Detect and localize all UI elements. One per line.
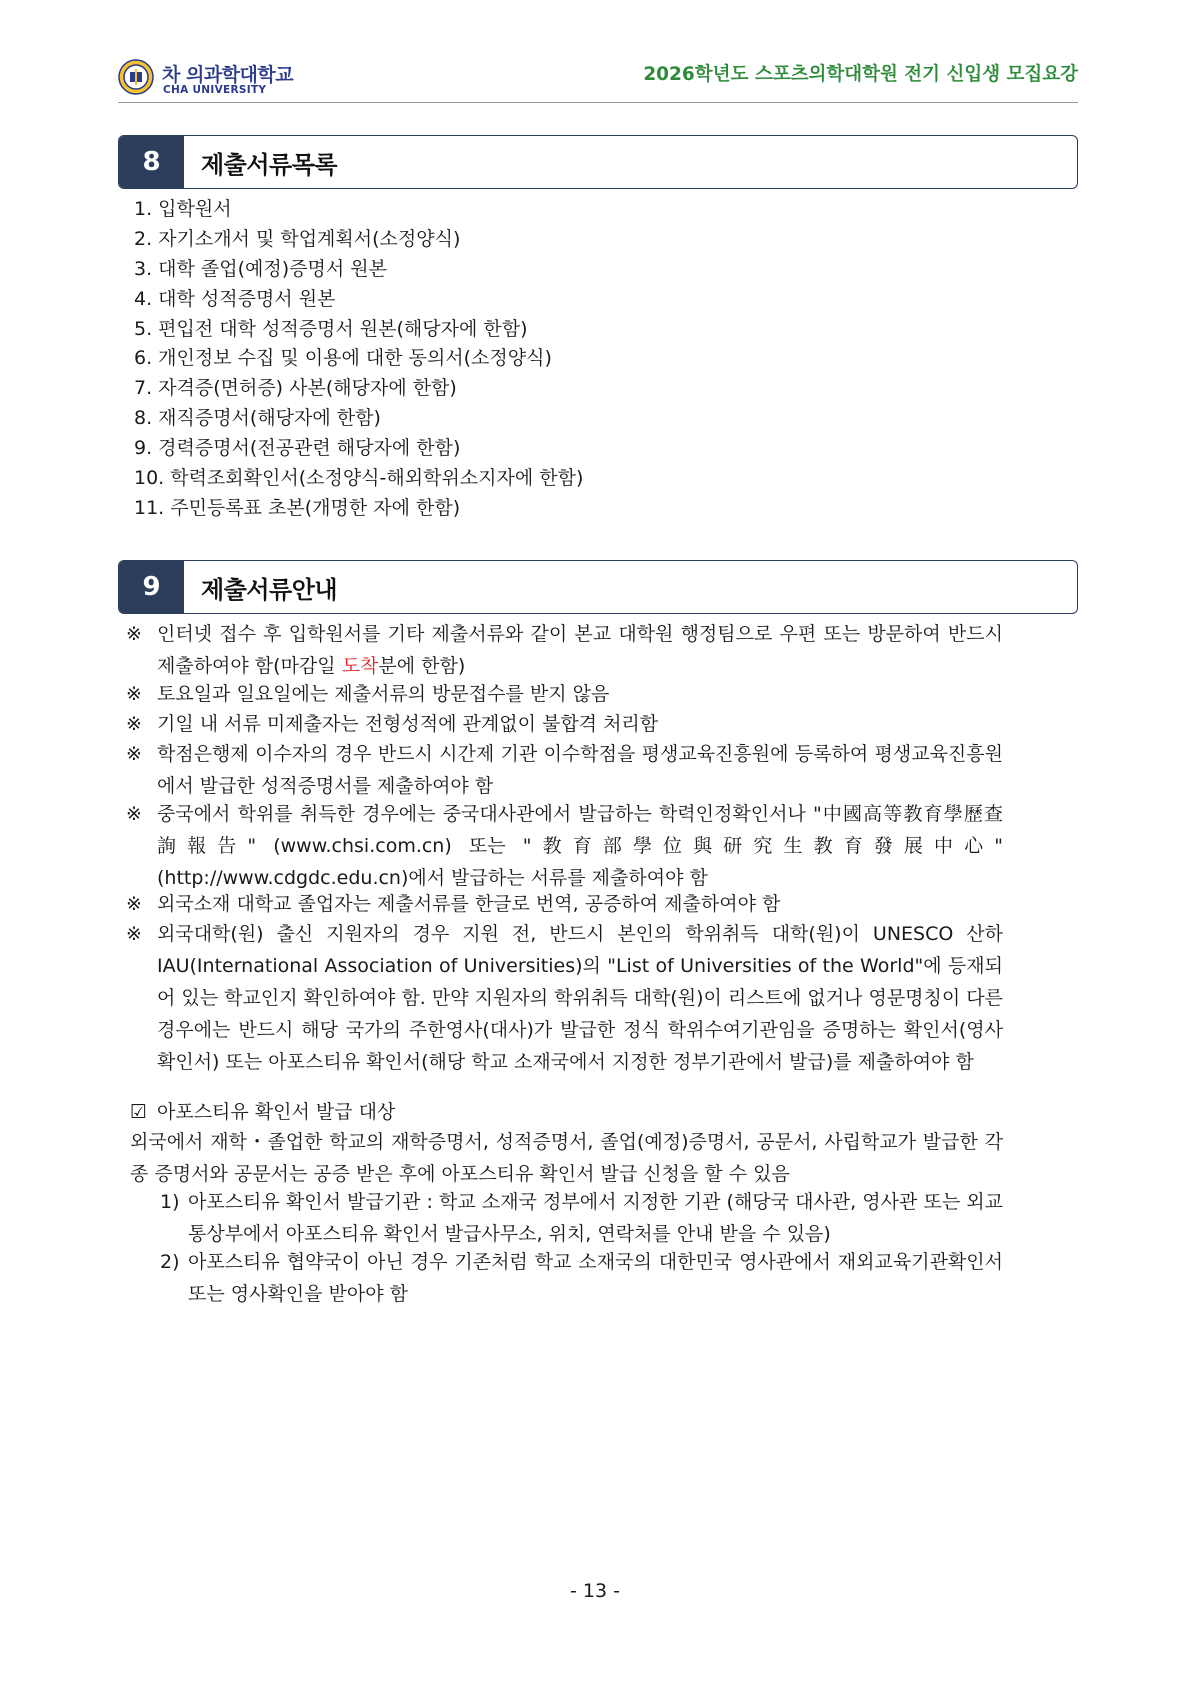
reference-mark: ※: [126, 713, 142, 735]
note-6: 외국소재 대학교 졸업자는 제출서류를 한글로 번역, 공증하여 제출하여야 함: [157, 893, 781, 915]
list-text: 개인정보 수집 및 이용에 대한 동의서(소정양식): [158, 347, 552, 369]
apostille-body: 외국에서 재학・졸업한 학교의 재학증명서, 성적증명서, 졸업(예정)증명서, 공문서, 사립학교가 발급한 각종 증명서와 공문서는 공증 받은 후에 아포스티유 확인서 발급 신청을 할 수 있음: [130, 1131, 1003, 1185]
section-title: 제출서류목록: [201, 150, 338, 179]
university-name-en: CHA UNIVERSITY: [163, 84, 267, 96]
page-number: - 13 -: [570, 1580, 620, 1602]
university-seal-icon: [118, 59, 154, 95]
section-number: 9: [119, 561, 184, 613]
list-number: 1.: [134, 198, 153, 220]
section-number: 8: [119, 136, 184, 188]
section-8-header: [118, 135, 1078, 189]
list-text: 경력증명서(전공관련 해당자에 한함): [158, 437, 461, 459]
list-item: [134, 496, 460, 521]
list-text: 편입전 대학 성적증명서 원본(해당자에 한함): [158, 318, 528, 340]
list-number: 5.: [134, 318, 153, 340]
reference-mark: ※: [126, 623, 142, 645]
note-1: [157, 618, 1003, 682]
list-text: 재직증명서(해당자에 한함): [158, 407, 381, 429]
note-3: 기일 내 서류 미제출자는 전형성적에 관계없이 불합격 처리함: [157, 713, 659, 735]
list-text: 자격증(면허증) 사본(해당자에 한함): [158, 377, 457, 399]
list-text: 주민등록표 초본(개명한 자에 한함): [170, 497, 461, 519]
sub-list-number: 2): [160, 1251, 180, 1273]
list-number: 8.: [134, 407, 153, 429]
list-number: 6.: [134, 347, 153, 369]
list-item: [134, 406, 381, 431]
list-number: 4.: [134, 288, 153, 310]
document-title: 2026학년도 스포츠의학대학원 전기 신입생 모집요강: [643, 64, 1078, 85]
reference-mark: ※: [126, 893, 142, 915]
list-item: [134, 466, 583, 491]
reference-mark: ※: [126, 743, 142, 765]
highlighted-text: 도착: [341, 655, 379, 677]
list-number: 9.: [134, 437, 153, 459]
section-title: 제출서류안내: [201, 575, 338, 604]
list-number: 2.: [134, 228, 153, 250]
apostille-heading: 아포스티유 확인서 발급 대상: [157, 1101, 396, 1123]
list-text: 대학 성적증명서 원본: [158, 288, 336, 310]
list-number: 11.: [134, 497, 165, 519]
list-text: 입학원서: [158, 198, 232, 220]
page-header: [118, 52, 1078, 103]
list-item: [134, 197, 232, 222]
note-text: 분에 한함): [378, 655, 466, 677]
note-2: 토요일과 일요일에는 제출서류의 방문접수를 받지 않음: [157, 683, 610, 705]
list-text: 자기소개서 및 학업계획서(소정양식): [158, 228, 461, 250]
list-number: 3.: [134, 258, 153, 280]
list-item: [134, 287, 335, 312]
list-item: [134, 376, 457, 401]
list-item: [134, 227, 460, 252]
university-name-ko: 차 의과학대학교: [162, 64, 294, 86]
section-9-header: [118, 560, 1078, 614]
note-4: 학점은행제 이수자의 경우 반드시 시간제 기관 이수학점을 평생교육진흥원에 등록하여 평생교육진흥원에서 발급한 성적증명서를 제출하여야 함: [157, 743, 1003, 797]
note-7: 외국대학(원) 출신 지원자의 경우 지원 전, 반드시 본인의 학위취득 대학(원)이 UNESCO 산하 IAU(International Association of Universities)의 "List of Universities of the World"에 등재되어 있는 학교인지 확인하여야 함. 만약 지원자의 학위취득 대학(원)이 리스트에 없거나 영문명칭이 다른 경우에는 반드시 해당 국가의 주한영사(대사)가 발급한 정식 학위수여기관임을 증명하는 확인서(영사확인서) 또는 아포스티유 확인서(해당 학교 소재국에서 지정한 정부기관에서 발급)를 제출하여야 함: [157, 923, 1003, 1073]
list-item: [134, 317, 528, 342]
note-5: 중국에서 학위를 취득한 경우에는 중국대사관에서 발급하는 학력인정확인서나 "中國高等教育學歷查詢報告" (www.chsi.com.cn) 또는 "教育部學位與研究生教育發展中心" (http://www.cdgdc.edu.cn)에서 발급하는 서류를 제출하여야 함: [157, 803, 1003, 889]
list-text: 학력조회확인서(소정양식-해외학위소지자에 한함): [170, 467, 584, 489]
note-text: 인터넷 접수 후 입학원서를 기타 제출서류와 같이 본교 대학원 행정팀으로 우편 또는 방문하여 반드시 제출하여야 함(마감일: [157, 623, 1003, 677]
list-number: 10.: [134, 467, 165, 489]
list-item: [134, 346, 552, 371]
reference-mark: ※: [126, 683, 142, 705]
list-item: [134, 257, 387, 282]
sub-list-item: 아포스티유 확인서 발급기관 : 학교 소재국 정부에서 지정한 기관 (해당국 대사관, 영사관 또는 외교통상부에서 아포스티유 확인서 발급사무소, 위치, 연락처를 안내 받을 수 있음): [188, 1191, 1003, 1245]
list-item: [134, 436, 460, 461]
sub-list-item: 아포스티유 협약국이 아닌 경우 기존처럼 학교 소재국의 대한민국 영사관에서 재외교육기관확인서 또는 영사확인을 받아야 함: [188, 1251, 1003, 1305]
checkbox-icon: ☑: [130, 1101, 148, 1123]
list-text: 대학 졸업(예정)증명서 원본: [158, 258, 387, 280]
reference-mark: ※: [126, 803, 142, 825]
list-number: 7.: [134, 377, 153, 399]
sub-list-number: 1): [160, 1191, 180, 1213]
reference-mark: ※: [126, 923, 142, 945]
